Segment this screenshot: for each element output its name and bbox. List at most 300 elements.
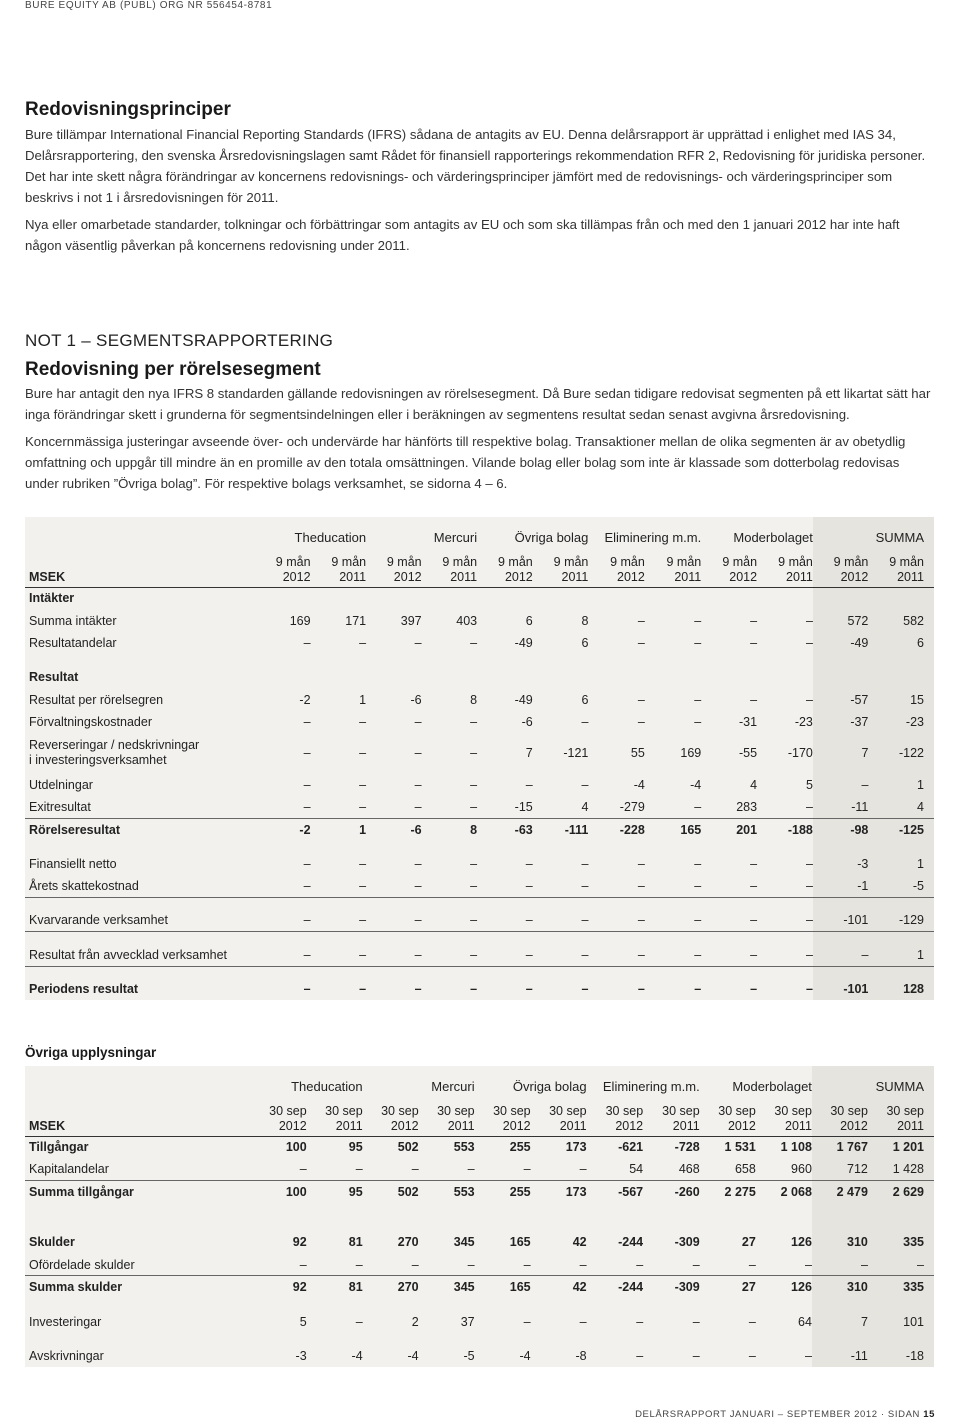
table1-cell: 1 xyxy=(359,822,367,837)
table1-cell: 15 xyxy=(868,689,934,711)
table1-cell: – xyxy=(366,944,422,966)
table1-cell: – xyxy=(470,635,478,650)
table1-cell: – xyxy=(414,746,422,761)
table2-cell: -18 xyxy=(868,1345,934,1367)
table1-spacer-cell xyxy=(868,966,934,978)
table2-cell: -309 xyxy=(674,1280,700,1295)
table1-cell: – xyxy=(533,944,589,966)
table2-cell: – xyxy=(251,1158,307,1180)
table1-row xyxy=(25,978,934,1000)
table1-cell: 171 xyxy=(345,613,367,628)
table2-spacer-cell xyxy=(587,1333,644,1345)
table2-cell: -728 xyxy=(674,1140,700,1155)
table1-spacer-cell xyxy=(645,966,701,978)
table2-cell: – xyxy=(531,1254,587,1276)
table1-period-label: 9 mån xyxy=(331,554,367,569)
table1-group-4: Moderbolaget xyxy=(733,530,813,545)
table1-spacer-cell xyxy=(25,897,255,909)
table1-spacer-cell xyxy=(477,966,533,978)
table2-group-header xyxy=(25,1066,934,1096)
table1-spacer-cell xyxy=(366,897,422,909)
table1-cell: -125 xyxy=(868,818,934,840)
table2-spacer-cell xyxy=(25,1298,251,1310)
table1-year-label: 2011 xyxy=(674,569,702,584)
table2-row xyxy=(25,1181,934,1203)
table1-row-label: Årets skattekostnad xyxy=(25,875,255,897)
table2-period-col-0 xyxy=(251,1096,307,1136)
table1-cell: 582 xyxy=(868,609,934,631)
table1-cell: -188 xyxy=(787,822,813,837)
table1-cell: – xyxy=(477,909,533,931)
table1-cell: -2 xyxy=(299,692,311,707)
table1-cell: – xyxy=(750,982,758,997)
table2-spacer-cell xyxy=(251,1333,307,1345)
table2-cell: 101 xyxy=(868,1310,934,1332)
table1-cell xyxy=(868,587,934,609)
table2-cell: 81 xyxy=(348,1280,363,1295)
table2-cell: 502 xyxy=(397,1185,419,1200)
table2-spacer-cell xyxy=(363,1333,419,1345)
table1-period-col-8 xyxy=(701,547,757,587)
table1-row-label: Kvarvarande verksamhet xyxy=(25,909,255,931)
table1-spacer-cell xyxy=(645,897,701,909)
table1-cell: -57 xyxy=(813,689,869,711)
table1-cell: – xyxy=(757,875,813,897)
table2-cell: – xyxy=(523,1314,531,1329)
table2-cell: 42 xyxy=(572,1280,587,1295)
table2-cell: -3 xyxy=(295,1348,307,1363)
table1-cell xyxy=(588,587,644,609)
table1-cell: – xyxy=(757,796,813,818)
table1-period-col-1 xyxy=(311,547,367,587)
table1-cell xyxy=(757,666,813,688)
table1-cell: – xyxy=(637,715,645,730)
table1-spacer-cell xyxy=(311,897,367,909)
table2-cell: 1 428 xyxy=(868,1158,934,1180)
table2-group-5: SUMMA xyxy=(812,1066,934,1096)
table1-cell xyxy=(701,587,757,609)
table1-cell: – xyxy=(637,613,645,628)
table1-cell: – xyxy=(303,856,311,871)
table1-period-col-3 xyxy=(422,547,478,587)
table2-cell: 658 xyxy=(700,1158,756,1180)
table1-year-label: 2011 xyxy=(561,569,589,584)
table2-year-label: 2012 xyxy=(615,1118,644,1133)
other-info-table xyxy=(25,1066,934,1367)
table2-spacer-cell xyxy=(531,1203,587,1231)
table2-cell: 92 xyxy=(292,1235,307,1250)
table1-cell xyxy=(645,666,701,688)
table1-spacer-cell xyxy=(25,932,255,944)
table2-period-label: 30 sep xyxy=(718,1103,756,1118)
table1-cell: 6 xyxy=(581,635,589,650)
table1-period-label: 9 mån xyxy=(722,554,758,569)
table2-period-col-1 xyxy=(307,1096,363,1136)
table1-cell: 7 xyxy=(813,733,869,773)
table2-row xyxy=(25,1158,934,1180)
table1-spacer-cell xyxy=(422,654,478,666)
table2-period-label: 30 sep xyxy=(493,1103,531,1118)
table2-row xyxy=(25,1254,934,1276)
table1-cell xyxy=(311,666,367,688)
table2-row-label: Summa skulder xyxy=(29,1280,123,1295)
table1-row xyxy=(25,689,934,711)
table2-cell: 173 xyxy=(565,1185,587,1200)
table1-year-label: 2011 xyxy=(450,569,478,584)
table1-spacer-cell xyxy=(701,932,757,944)
table1-spacer-cell xyxy=(477,932,533,944)
table1-spacer-cell xyxy=(25,841,255,853)
table2-year-label: 2012 xyxy=(390,1118,419,1133)
table1-cell: -49 xyxy=(514,635,533,650)
table1-cell: 169 xyxy=(289,613,311,628)
table1-cell: – xyxy=(366,875,422,897)
table1-cell: – xyxy=(422,796,478,818)
table2-cell: 712 xyxy=(812,1158,868,1180)
table1-spacer-cell xyxy=(813,897,869,909)
table1-spacer-cell xyxy=(477,897,533,909)
table2-cell: 1 767 xyxy=(812,1136,868,1158)
table1-group-0: Theducation xyxy=(294,530,367,545)
table1-cell: -23 xyxy=(794,715,813,730)
table1-spacer-cell xyxy=(533,841,589,853)
table2-cell: – xyxy=(531,1158,587,1180)
table2-cell: – xyxy=(419,1254,475,1276)
table1-cell: – xyxy=(701,909,757,931)
table1-cell: -111 xyxy=(564,822,589,837)
table1-cell: – xyxy=(805,692,813,707)
table1-cell: – xyxy=(422,944,478,966)
table1-cell: – xyxy=(525,856,533,871)
table1-period-label: 9 mån xyxy=(833,554,869,569)
table1-cell: – xyxy=(750,635,758,650)
table2-cell: -244 xyxy=(618,1280,644,1295)
table1-spacer-cell xyxy=(588,897,644,909)
table1-cell: 1 xyxy=(868,944,934,966)
table1-cell: -1 xyxy=(813,875,869,897)
table1-cell: -170 xyxy=(787,746,813,761)
table1-cell: -11 xyxy=(813,796,869,818)
table2-cell: 960 xyxy=(756,1158,812,1180)
table2-spacer-cell xyxy=(868,1203,934,1231)
table1-year-label: 2012 xyxy=(504,569,533,584)
table2-cell: 553 xyxy=(453,1140,475,1155)
table2-spacer-cell xyxy=(251,1203,307,1231)
table1-cell: – xyxy=(805,635,813,650)
table1-spacer-cell xyxy=(588,654,644,666)
table1-cell: – xyxy=(366,796,422,818)
table2-cell: 27 xyxy=(741,1235,756,1250)
table2-spacer-cell xyxy=(25,1203,251,1231)
table1-cell: – xyxy=(637,982,645,997)
table1-row xyxy=(25,818,934,840)
table1-spacer-cell xyxy=(422,932,478,944)
table2-year-label: 2011 xyxy=(559,1118,587,1133)
table2-cell: 1 531 xyxy=(724,1140,756,1155)
page-footer xyxy=(635,1409,935,1420)
table1-cell: – xyxy=(588,944,644,966)
table2-spacer-cell xyxy=(643,1333,700,1345)
table2-cell: – xyxy=(643,1254,700,1276)
table1-spacer-cell xyxy=(701,841,757,853)
table2-cell: 126 xyxy=(791,1235,812,1250)
table1-cell: – xyxy=(805,613,813,628)
table1-spacer-cell xyxy=(255,932,311,944)
table2-cell: 2 275 xyxy=(724,1185,756,1200)
table1-row xyxy=(25,587,934,609)
table2-cell: – xyxy=(419,1158,475,1180)
table1-spacer-row xyxy=(25,654,934,666)
table1-row-label: Rörelseresultat xyxy=(29,822,121,837)
table1-cell: 8 xyxy=(470,822,478,837)
table1-spacer-cell xyxy=(366,841,422,853)
table1-period-label: 9 mån xyxy=(553,554,589,569)
table1-spacer-row xyxy=(25,966,934,978)
table1-period-label: 9 mån xyxy=(666,554,702,569)
table2-cell: – xyxy=(692,1314,700,1329)
table2-spacer-cell xyxy=(531,1298,587,1310)
table1-cell: – xyxy=(813,773,869,795)
table2-cell: 335 xyxy=(868,1276,934,1298)
table1-spacer-cell xyxy=(757,841,813,853)
table1-spacer-cell xyxy=(255,841,311,853)
table1-cell: – xyxy=(694,715,702,730)
table1-cell xyxy=(311,587,367,609)
table1-spacer-cell xyxy=(757,966,813,978)
table1-cell: – xyxy=(311,796,367,818)
table1-period-label: 9 mån xyxy=(889,554,924,569)
table2-period-label: 30 sep xyxy=(325,1103,363,1118)
table2-spacer-cell xyxy=(868,1333,934,1345)
table2-cell: 165 xyxy=(509,1235,531,1250)
table1-cell: -2 xyxy=(299,822,311,837)
table2-row xyxy=(25,1310,934,1332)
table1-spacer-row xyxy=(25,932,934,944)
table1-row xyxy=(25,909,934,931)
table2-row xyxy=(25,1276,934,1298)
table1-year-label: 2012 xyxy=(282,569,311,584)
table1-cell xyxy=(366,666,422,688)
table1-row xyxy=(25,711,934,733)
table2-period-label: 30 sep xyxy=(381,1103,419,1118)
table1-row-label: Exitresultat xyxy=(25,796,255,818)
table1-cell: -279 xyxy=(588,796,644,818)
table2-cell: – xyxy=(636,1314,644,1329)
table2-cell: 1 108 xyxy=(780,1140,812,1155)
table1-year-label: 2011 xyxy=(786,569,813,584)
table1-cell xyxy=(813,666,869,688)
table2-spacer-cell xyxy=(475,1203,531,1231)
table2-cell: -309 xyxy=(674,1235,700,1250)
table2-row-label: Skulder xyxy=(29,1235,75,1250)
table1-cell: – xyxy=(477,875,533,897)
table1-cell: 6 xyxy=(581,692,589,707)
table2-spacer-cell xyxy=(363,1203,419,1231)
table2-cell: 54 xyxy=(587,1158,644,1180)
table1-cell: – xyxy=(645,909,701,931)
table2-cell: – xyxy=(636,1348,644,1363)
table2-spacer-cell xyxy=(475,1298,531,1310)
table2-cell: -260 xyxy=(674,1185,700,1200)
table2-cell: -4 xyxy=(407,1348,419,1363)
table1-cell xyxy=(366,587,422,609)
table1-cell xyxy=(477,587,533,609)
table1-cell: – xyxy=(470,856,478,871)
table2-cell: 345 xyxy=(453,1235,475,1250)
table1-row xyxy=(25,773,934,795)
table2-year-label: 2011 xyxy=(785,1118,812,1133)
note1-paragraph-2: Koncernmässiga justeringar avseende över- och undervärde har hänförts till respektive bolag. Transaktioner mellan de olika segmenten är av obetydlig omfattning och uppgår till mindre än en promille av den totala omsättningen. Vilande bolag eller bolag som inte är klassade som dotterbolag redovisas under rubriken ”Övriga bolag”. För respektive bolags verksamhet, se sidorna 4 – 6. xyxy=(25,434,906,491)
table1-year-label: 2012 xyxy=(617,569,645,584)
table2-spacer-cell xyxy=(587,1298,644,1310)
table2-cell: – xyxy=(475,1254,531,1276)
table1-cell xyxy=(813,587,869,609)
table2-cell: – xyxy=(355,1314,363,1329)
table1-spacer-cell xyxy=(813,966,869,978)
table1-cell: – xyxy=(637,692,645,707)
table1-spacer-cell xyxy=(477,654,533,666)
table2-cell: 37 xyxy=(460,1314,475,1329)
footer-text: DELÅRSRAPPORT JANUARI – SEPTEMBER 2012 · SIDAN xyxy=(635,1409,920,1420)
table2-cell: 553 xyxy=(453,1185,475,1200)
table2-row-label: Tillgångar xyxy=(29,1140,89,1155)
note1-section xyxy=(25,331,935,494)
table1-spacer-cell xyxy=(311,966,367,978)
table2-cell: 310 xyxy=(812,1231,868,1253)
table2-row-label: Ofördelade skulder xyxy=(25,1254,251,1276)
table1-cell: – xyxy=(477,944,533,966)
table2-period-col-6 xyxy=(587,1096,644,1136)
note1-paragraph-1: Bure har antagit den nya IFRS 8 standarden gällande redovisningen av rörelsesegment. Då Bure sedan tidigare redovisat segmenten på ett likartat sätt har inga förändringar skett i grunderna för segmentsindelningen eller i beräkningen av segmentens resultat sedan senast avgivna årsredovisning. xyxy=(25,386,931,422)
segment-table xyxy=(25,517,934,1000)
table2-cell: 502 xyxy=(397,1140,419,1155)
table2-cell: – xyxy=(587,1254,644,1276)
table2-year-label: 2011 xyxy=(335,1118,363,1133)
table1-row xyxy=(25,944,934,966)
table2-period-col-10 xyxy=(812,1096,868,1136)
table2-cell: 81 xyxy=(348,1235,363,1250)
table2-cell: – xyxy=(756,1254,812,1276)
table2-cell: – xyxy=(748,1348,756,1363)
table2-spacer-cell xyxy=(587,1203,644,1231)
table1-cell: – xyxy=(359,715,367,730)
table1-group-3: Eliminering m.m. xyxy=(604,530,702,545)
table2-period-label: 30 sep xyxy=(886,1103,924,1118)
table1-cell xyxy=(868,666,934,688)
table1-spacer-cell xyxy=(255,966,311,978)
table1-spacer-cell xyxy=(311,841,367,853)
table1-row-label: Intäkter xyxy=(29,591,75,606)
table1-cell: 1 xyxy=(359,692,367,707)
accounting-paragraph-1: Bure tillämpar International Financial Reporting Standards (IFRS) sådana de antagits av EU. Denna delårsrapport är upprättad i enlighet med IAS 34, Delårsrapportering, den svenska Årsredovisningslagen samt Rådet för finansiell rapporterings rekommendation RFR 2, Redovisning för juridiska personer. Det har inte skett några förändringar av koncernens redovisnings- och värderingsprinciper jämfört med de redovisnings- och värderingsprinciper som beskrivs i not 1 i årsredovisningen för 2011. xyxy=(25,127,926,205)
table1-group-spacer xyxy=(25,517,255,547)
table1-row xyxy=(25,632,934,654)
table1-cell: 283 xyxy=(701,796,757,818)
table1-cell: -6 xyxy=(410,822,422,837)
table2-period-col-5 xyxy=(531,1096,587,1136)
table2-spacer-cell xyxy=(868,1298,934,1310)
table1-cell: – xyxy=(694,982,702,997)
table1-cell: – xyxy=(255,796,311,818)
table1-cell: -4 xyxy=(690,777,702,792)
table1-row xyxy=(25,875,934,897)
table1-cell: -228 xyxy=(619,822,645,837)
table2-cell: – xyxy=(579,1314,587,1329)
table1-row xyxy=(25,796,934,818)
table1-spacer-row xyxy=(25,841,934,853)
table1-cell xyxy=(757,587,813,609)
table1-cell: -37 xyxy=(813,711,869,733)
table1-cell: -49 xyxy=(514,692,533,707)
table1-cell: – xyxy=(359,982,367,997)
table1-row-label: Resultat från avvecklad verksamhet xyxy=(25,944,255,966)
table1-row-label: Periodens resultat xyxy=(29,982,139,997)
table2-cell: 7 xyxy=(812,1310,868,1332)
table1-period-label: 9 mån xyxy=(778,554,813,569)
table1-cell: – xyxy=(359,856,367,871)
table2-cell: 100 xyxy=(285,1140,307,1155)
table2-cell: -244 xyxy=(618,1235,644,1250)
table1-cell: 8 xyxy=(581,613,589,628)
table1-spacer-cell xyxy=(757,654,813,666)
table1-spacer-cell xyxy=(757,932,813,944)
table2-group-0: Theducation xyxy=(291,1079,363,1094)
table2-spacer-cell xyxy=(307,1298,363,1310)
table1-spacer-cell xyxy=(757,897,813,909)
table2-spacer-cell xyxy=(756,1333,812,1345)
table1-row-label: Resultatandelar xyxy=(29,635,117,650)
table1-spacer-cell xyxy=(813,841,869,853)
table2-row-label: Investeringar xyxy=(29,1314,102,1329)
table1-cell: – xyxy=(645,796,701,818)
table1-cell: – xyxy=(701,944,757,966)
table1-cell: – xyxy=(422,875,478,897)
table1-cell: 165 xyxy=(680,822,702,837)
table1-cell xyxy=(422,587,478,609)
table1-cell: – xyxy=(470,746,478,761)
table1-cell: – xyxy=(645,944,701,966)
table2-spacer-cell xyxy=(419,1333,475,1345)
table1-spacer-cell xyxy=(533,654,589,666)
table2-cell: 92 xyxy=(292,1280,307,1295)
table2-cell: 255 xyxy=(509,1185,531,1200)
table1-row xyxy=(25,733,934,773)
table2-cell: – xyxy=(748,1314,756,1329)
table1-spacer-cell xyxy=(868,897,934,909)
table1-spacer-cell xyxy=(813,932,869,944)
table1-cell: 4 xyxy=(868,796,934,818)
table2-spacer-cell xyxy=(756,1203,812,1231)
table1-cell: – xyxy=(581,856,589,871)
table1-cell: -121 xyxy=(563,746,589,761)
table1-cell: – xyxy=(813,944,869,966)
table1-cell: – xyxy=(750,856,758,871)
table2-period-col-7 xyxy=(643,1096,700,1136)
table2-cell: -4 xyxy=(519,1348,531,1363)
table1-cell xyxy=(645,587,701,609)
table1-spacer-cell xyxy=(25,654,255,666)
table1-cell: – xyxy=(757,944,813,966)
table1-cell: – xyxy=(637,856,645,871)
table1-cell xyxy=(701,666,757,688)
note1-subheading: Redovisning per rörelsesegment xyxy=(25,359,321,380)
table1-cell: – xyxy=(588,875,644,897)
table1-cell: 5 xyxy=(805,777,813,792)
table1-spacer-cell xyxy=(477,841,533,853)
table1-cell: -3 xyxy=(813,853,869,875)
table1-cell: – xyxy=(422,909,478,931)
table2-cell: 2 xyxy=(411,1314,419,1329)
